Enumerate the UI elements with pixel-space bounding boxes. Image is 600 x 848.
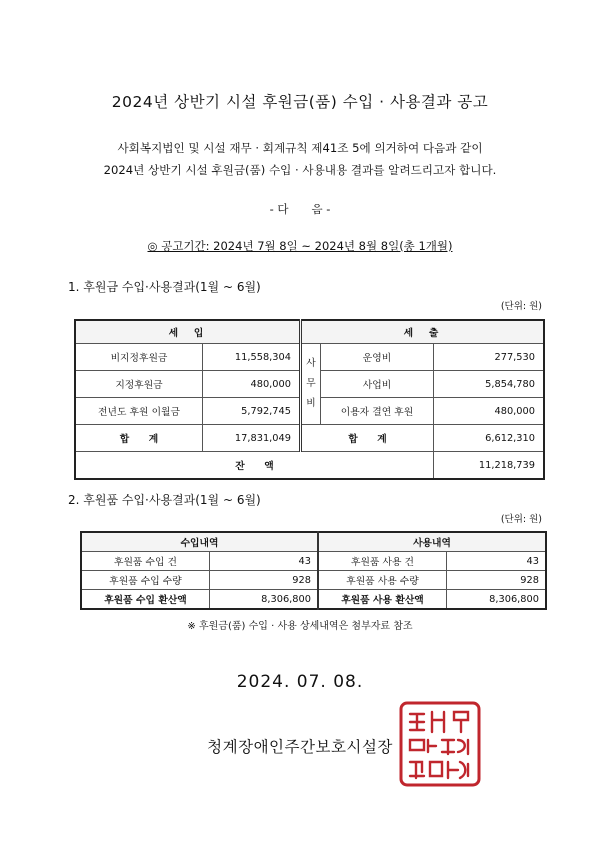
expense-group-label <box>301 344 321 425</box>
goods-income-value: 928 <box>210 571 319 590</box>
goods-income-label: 후원품 수입 건 <box>81 552 210 571</box>
table-row <box>75 344 544 371</box>
goods-usage-value: 928 <box>447 571 547 590</box>
total-expense-value: 6,612,310 <box>434 425 545 452</box>
goods-usage-header: 사용내역 <box>318 532 546 552</box>
goods-income-header: 수입내역 <box>81 532 318 552</box>
total-row <box>75 425 544 452</box>
income-label: 비지정후원금 <box>75 344 203 371</box>
income-header: 세 입 <box>75 320 301 344</box>
page-title: 2024년 상반기 시설 후원금(품) 수입 · 사용결과 공고 <box>111 93 489 111</box>
goods-income-label: 후원품 수입 수량 <box>81 571 210 590</box>
expense-value: 5,854,780 <box>434 371 545 398</box>
goods-income-value: 43 <box>210 552 319 571</box>
notice-date: 2024. 07. 08. <box>236 672 364 692</box>
income-label: 지정후원금 <box>75 371 203 398</box>
intro-line-2: 2024년 상반기 시설 후원금(품) 수입 · 사용내용 결과를 알려드리고자 합니다. <box>103 163 497 177</box>
goods-usage-label: 후원품 사용 건 <box>318 552 447 571</box>
balance-value: 11,218,739 <box>434 452 545 480</box>
income-value: 11,558,304 <box>203 344 301 371</box>
balance-label: 잔 액 <box>75 452 434 480</box>
goods-usage-value: 8,306,800 <box>447 590 547 610</box>
expense-value: 480,000 <box>434 398 545 425</box>
total-expense-label: 합 계 <box>301 425 434 452</box>
organization-name: 청계장애인주간보호시설장 <box>207 738 393 756</box>
expense-label: 사업비 <box>321 371 434 398</box>
expense-label: 이용자 결연 후원 <box>321 398 434 425</box>
expense-group-text: 사 무 비 <box>306 358 316 409</box>
goods-income-value: 8,306,800 <box>210 590 319 610</box>
donation-money-table <box>74 319 545 480</box>
income-value: 480,000 <box>203 371 301 398</box>
section1-heading: 1. 후원금 수입·사용결과(1월 ~ 6월) <box>68 280 261 294</box>
goods-income-label: 후원품 수입 환산액 <box>81 590 210 610</box>
goods-usage-label: 후원품 사용 수량 <box>318 571 447 590</box>
intro-line-1: 사회복지법인 및 시설 재무 · 회계규칙 제41조 5에 의거하여 다음과 같이 <box>117 141 483 155</box>
donation-goods-table <box>80 531 547 610</box>
goods-usage-label: 후원품 사용 환산액 <box>318 590 447 610</box>
total-income-label: 합 계 <box>75 425 203 452</box>
expense-label: 운영비 <box>321 344 434 371</box>
total-income-value: 17,831,049 <box>203 425 301 452</box>
section2-heading: 2. 후원품 수입·사용결과(1월 ~ 6월) <box>68 493 261 507</box>
section1-unit: (단위: 원) <box>500 301 542 312</box>
goods-usage-value: 43 <box>447 552 547 571</box>
section2-unit: (단위: 원) <box>500 514 542 525</box>
table-row <box>81 571 546 590</box>
expense-header: 세 출 <box>301 320 545 344</box>
daum-heading: - 다 음 - <box>269 202 331 216</box>
table-row <box>81 590 546 610</box>
table-row <box>81 552 546 571</box>
income-label: 전년도 후원 이월금 <box>75 398 203 425</box>
note: ※ 후원금(품) 수입 · 사용 상세내역은 첨부자료 참조 <box>187 621 413 632</box>
notice-period: ◎ 공고기간: 2024년 7월 8일 ~ 2024년 8월 8일(총 1개월) <box>147 239 453 253</box>
expense-value: 277,530 <box>434 344 545 371</box>
balance-row <box>75 452 544 480</box>
income-value: 5,792,745 <box>203 398 301 425</box>
